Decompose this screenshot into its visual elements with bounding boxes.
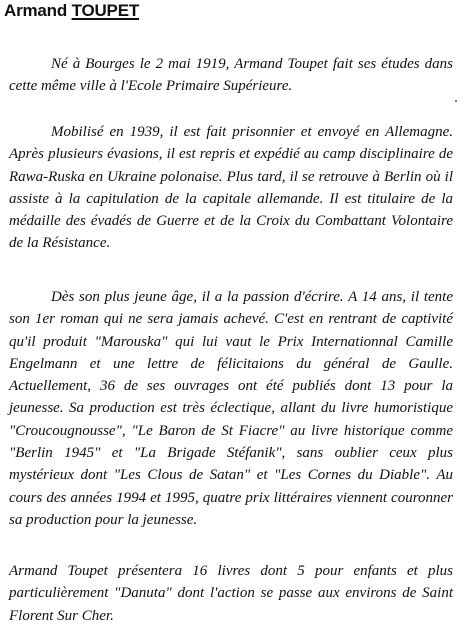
author-last-name: TOUPET	[71, 1, 140, 20]
scan-speck	[455, 100, 457, 102]
paragraph-writing: Dès son plus jeune âge, il a la passion d'écrire. A 14 ans, il tente son 1er roman qui ne sera jamais achevé. C'est en rentrant de captivité qu'il produit "Marouska" qui lui vaut le Prix Internationnal Camille Engelmann et une lettre de félicitaions du général de Gaulle. Actuellement, 36 de ses ouvrages ont été publiés dont 13 pour la jeunesse. Sa production est très éclectique, allant du livre humoristique "Croucougnousse", "Le Baron de St Fiacre" au livre historique comme "Berlin 1945" et "La Brigade Stéfanik", sans oublier ceux plus mystérieux dont "Les Clous de Satan" et "Les Cornes du Diable". Au cours des années 1994 et 1995, quatre prix littéraires viennent couronner sa production pour la jeunesse.	[9, 289, 453, 528]
author-heading	[4, 1, 139, 21]
paragraph-war: Mobilisé en 1939, il est fait prisonnier et envoyé en Allemagne. Après plusieurs évasions, il est repris et expédié au camp disciplinaire de Rawa-Ruska en Ukraine polonaise. Plus tard, il se retrouve à Berlin où il assiste à la capitulation de la capitale allemande. Il est titulaire de la médaille des évadés de Guerre et de la Croix du Combattant Volontaire de la Résistance.	[9, 124, 453, 252]
author-first-name: Armand	[4, 1, 68, 20]
paragraph-birth: Né à Bourges le 2 mai 1919, Armand Toupet fait ses études dans cette même ville à l'Ecole Primaire Supérieure.	[9, 56, 453, 95]
paragraph-presentation: Armand Toupet présentera 16 livres dont 5 pour enfants et plus particulièrement "Danuta" dont l'action se passe aux environs de Saint Florent Sur Cher.	[9, 563, 453, 624]
